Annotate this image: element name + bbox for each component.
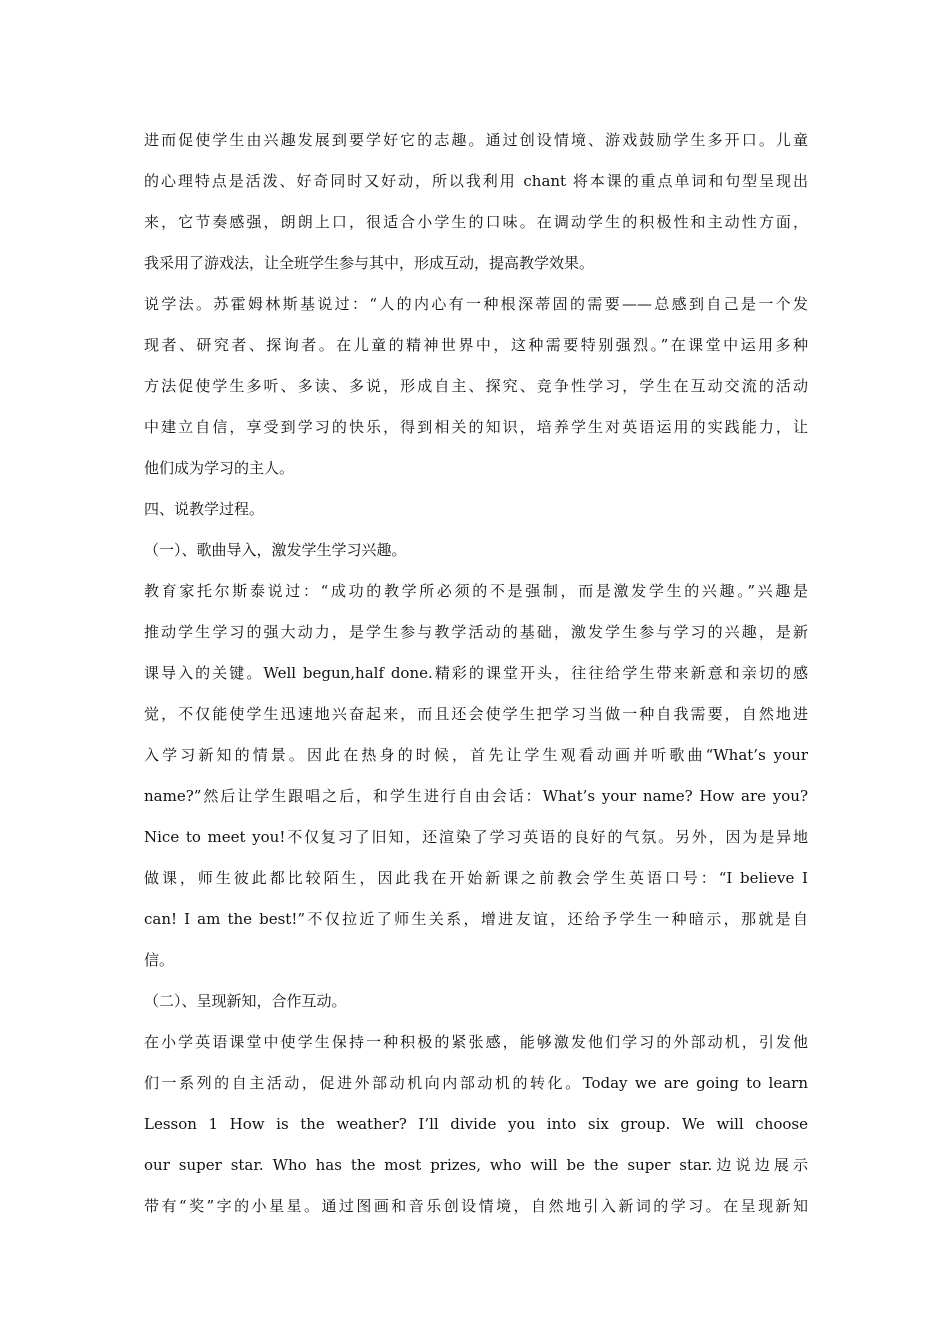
text-line: Lesson 1 How is the weather? I’ll divide you into six group. We will choose (144, 1115, 808, 1133)
text-line: can! I am the best!”不仅拉近了师生关系，增进友谊，还给予学生一种暗示，那就是自 (144, 910, 808, 928)
text-line: 信。 (144, 951, 175, 969)
text-line: 做课，师生彼此都比较陌生，因此我在开始新课之前教会学生英语口号：“I believe I (144, 869, 808, 887)
text-line: 课导入的关键。Well begun,half done.精彩的课堂开头，往往给学生带来新意和亲切的感 (144, 664, 808, 682)
text-line: 推动学生学习的强大动力，是学生参与教学活动的基础，激发学生参与学习的兴趣，是新 (144, 623, 808, 641)
section-heading: 四、说教学过程。 (144, 500, 265, 518)
text-line: 他们成为学习的主人。 (144, 459, 295, 477)
text-line: 说学法。苏霍姆林斯基说过：“人的内心有一种根深蒂固的需要——总感到自己是一个发 (144, 295, 808, 313)
text-line: Nice to meet you!不仅复习了旧知，还渲染了学习英语的良好的气氛。另外，因为是异地 (144, 828, 808, 846)
text-line: 们一系列的自主活动，促进外部动机向内部动机的转化。Today we are going to learn (144, 1074, 808, 1092)
text-line: 来，它节奏感强，朗朗上口，很适合小学生的口味。在调动学生的积极性和主动性方面， (144, 213, 808, 231)
text-line: 现者、研究者、探询者。在儿童的精神世界中，这种需要特别强烈。”在课堂中运用多种 (144, 336, 808, 354)
text-line: 中建立自信，享受到学习的快乐，得到相关的知识，培养学生对英语运用的实践能力，让 (144, 418, 808, 436)
text-line: 的心理特点是活泼、好奇同时又好动，所以我利用 chant 将本课的重点单词和句型呈现出 (144, 172, 808, 190)
text-line: 教育家托尔斯泰说过：“成功的教学所必须的不是强制，而是激发学生的兴趣。”兴趣是 (144, 582, 808, 600)
text-line: name?”然后让学生跟唱之后，和学生进行自由会话：What’s your name? How are you? (144, 787, 808, 805)
text-line: 方法促使学生多听、多读、多说，形成自主、探究、竞争性学习，学生在互动交流的活动 (144, 377, 808, 395)
document-body (144, 120, 808, 1227)
text-line: 觉，不仅能使学生迅速地兴奋起来，而且还会使学生把学习当做一种自我需要，自然地进 (144, 705, 808, 723)
subsection-heading: （二）、呈现新知，合作互动。 (144, 992, 347, 1010)
text-line: our super star. Who has the most prizes, who will be the super star.边说边展示 (144, 1156, 808, 1174)
text-line: 入学习新知的情景。因此在热身的时候，首先让学生观看动画并听歌曲“What’s your (144, 746, 808, 764)
text-line: 带有“奖”字的小星星。通过图画和音乐创设情境，自然地引入新词的学习。在呈现新知 (144, 1197, 808, 1215)
text-line: 我采用了游戏法，让全班学生参与其中，形成互动，提高教学效果。 (144, 254, 595, 272)
text-line: 在小学英语课堂中使学生保持一种积极的紧张感，能够激发他们学习的外部动机，引发他 (144, 1033, 808, 1051)
text-line: 进而促使学生由兴趣发展到要学好它的志趣。通过创设情境、游戏鼓励学生多开口。儿童 (144, 131, 808, 149)
subsection-heading: （一）、歌曲导入，激发学生学习兴趣。 (144, 541, 407, 559)
